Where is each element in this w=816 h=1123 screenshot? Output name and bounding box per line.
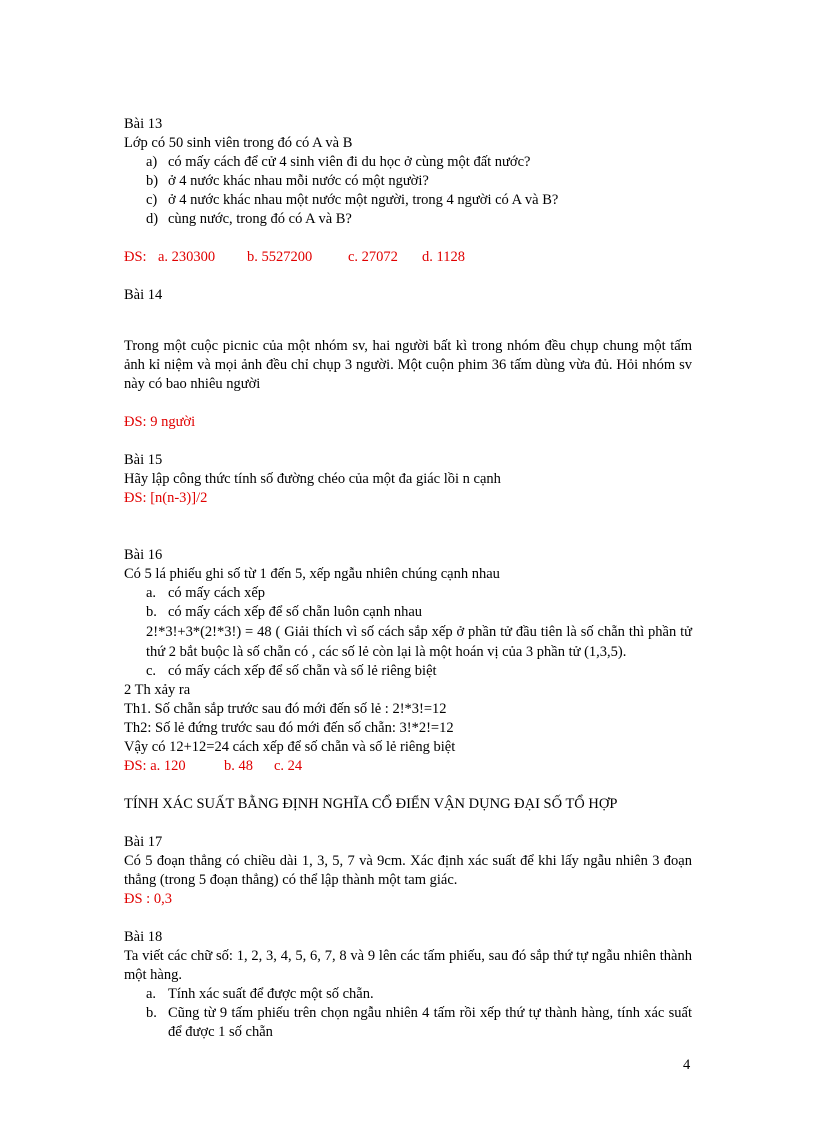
list-item: d) cùng nước, trong đó có A và B? [146,211,352,227]
exercise-18-text: Ta viết các chữ số: 1, 2, 3, 4, 5, 6, 7, 8 và 9 lên các tấm phiếu, sau đó sắp thứ tự ngẫu nhiên thành một hàng. [124,948,692,983]
exercise-13-title: Bài 13 [124,116,163,132]
exercise-13-answer: ĐS: a. 230300 b. 5527200 c. 27072 d. 1128 [124,249,465,265]
exercise-17-title: Bài 17 [124,834,163,850]
page-number: 4 [683,1057,691,1073]
exercise-15-text: Hãy lập công thức tính số đường chéo của một đa giác lồi n cạnh [124,471,501,487]
list-item: b) ở 4 nước khác nhau mỗi nước có một người? [146,173,429,189]
exercise-16-answer: ĐS: a. 120 b. 48 c. 24 [124,758,303,774]
exercise-14-title: Bài 14 [124,287,163,303]
list-item: b. có mấy cách xếp để số chẵn luôn cạnh nhau [146,604,423,620]
list-item: a. có mấy cách xếp [146,585,266,601]
exercise-16-explanation: 2!*3!+3*(2!*3!) = 48 ( Giải thích vì số cách sắp xếp ở phần tử đầu tiên là số chẵn thì phần tử thứ 2 bắt buộc là số chẵn có , các số lẻ còn lại là một hoán vị của 3 phần tử (1,3,5). [146,624,692,660]
exercise-17-answer: ĐS : 0,3 [124,891,172,907]
exercise-16-case-2: Th2: Số lẻ đứng trước sau đó mới đến số chẵn: 3!*2!=12 [124,720,454,736]
exercise-16-list-c [124,662,692,681]
exercise-16-list [124,584,692,622]
document-page [124,115,692,1042]
exercise-16-conclusion: Vậy có 12+12=24 cách xếp để số chẵn và số lẻ riêng biệt [124,739,456,755]
exercise-14-text: Trong một cuộc picnic của một nhóm sv, hai người bất kì trong nhóm đều chụp chung một tấm ảnh kỉ niệm và mọi ảnh đều chỉ chụp 3 người. Một cuộn phim 36 tấm dùng vừa đủ. Hỏi nhóm sv này có bao nhiêu người [124,338,692,392]
section-heading: TÍNH XÁC SUẤT BẰNG ĐỊNH NGHĨA CỔ ĐIỂN VẬN DỤNG ĐẠI SỐ TỔ HỢP [124,796,618,812]
exercise-14-answer: ĐS: 9 người [124,414,196,430]
exercise-16-intro: Có 5 lá phiếu ghi số từ 1 đến 5, xếp ngẫu nhiên chúng cạnh nhau [124,566,500,582]
list-item: b. Cũng từ 9 tấm phiếu trên chọn ngẫu nhiên 4 tấm rồi xếp thứ tự thành hàng, tính xác suất để được 1 số chẵn [146,1005,692,1040]
list-item: a. Tính xác suất để được một số chẵn. [146,986,374,1002]
list-item: a) có mấy cách để cử 4 sinh viên đi du học ở cùng một đất nước? [146,154,531,170]
exercise-16-case-1: Th1. Số chẵn sắp trước sau đó mới đến số lẻ : 2!*3!=12 [124,701,447,717]
exercise-18-list [124,985,692,1042]
exercise-13-intro: Lớp có 50 sinh viên trong đó có A và B [124,135,353,151]
exercise-18-title: Bài 18 [124,929,163,945]
exercise-16-case-count: 2 Th xảy ra [124,682,191,698]
exercise-15-title: Bài 15 [124,452,163,468]
exercise-13-list [124,153,692,229]
exercise-17-text: Có 5 đoạn thẳng có chiều dài 1, 3, 5, 7 và 9cm. Xác định xác suất để khi lấy ngẫu nhiên 3 đoạn thẳng (trong 5 đoạn thẳng) có thể lập thành một tam giác. [124,853,692,888]
list-item: c) ở 4 nước khác nhau một nước một người, trong 4 người có A và B? [146,192,559,208]
exercise-15-answer: ĐS: [n(n-3)]/2 [124,490,208,506]
exercise-16-title: Bài 16 [124,547,163,563]
list-item: c. có mấy cách xếp để số chẵn và số lẻ riêng biệt [146,663,437,679]
